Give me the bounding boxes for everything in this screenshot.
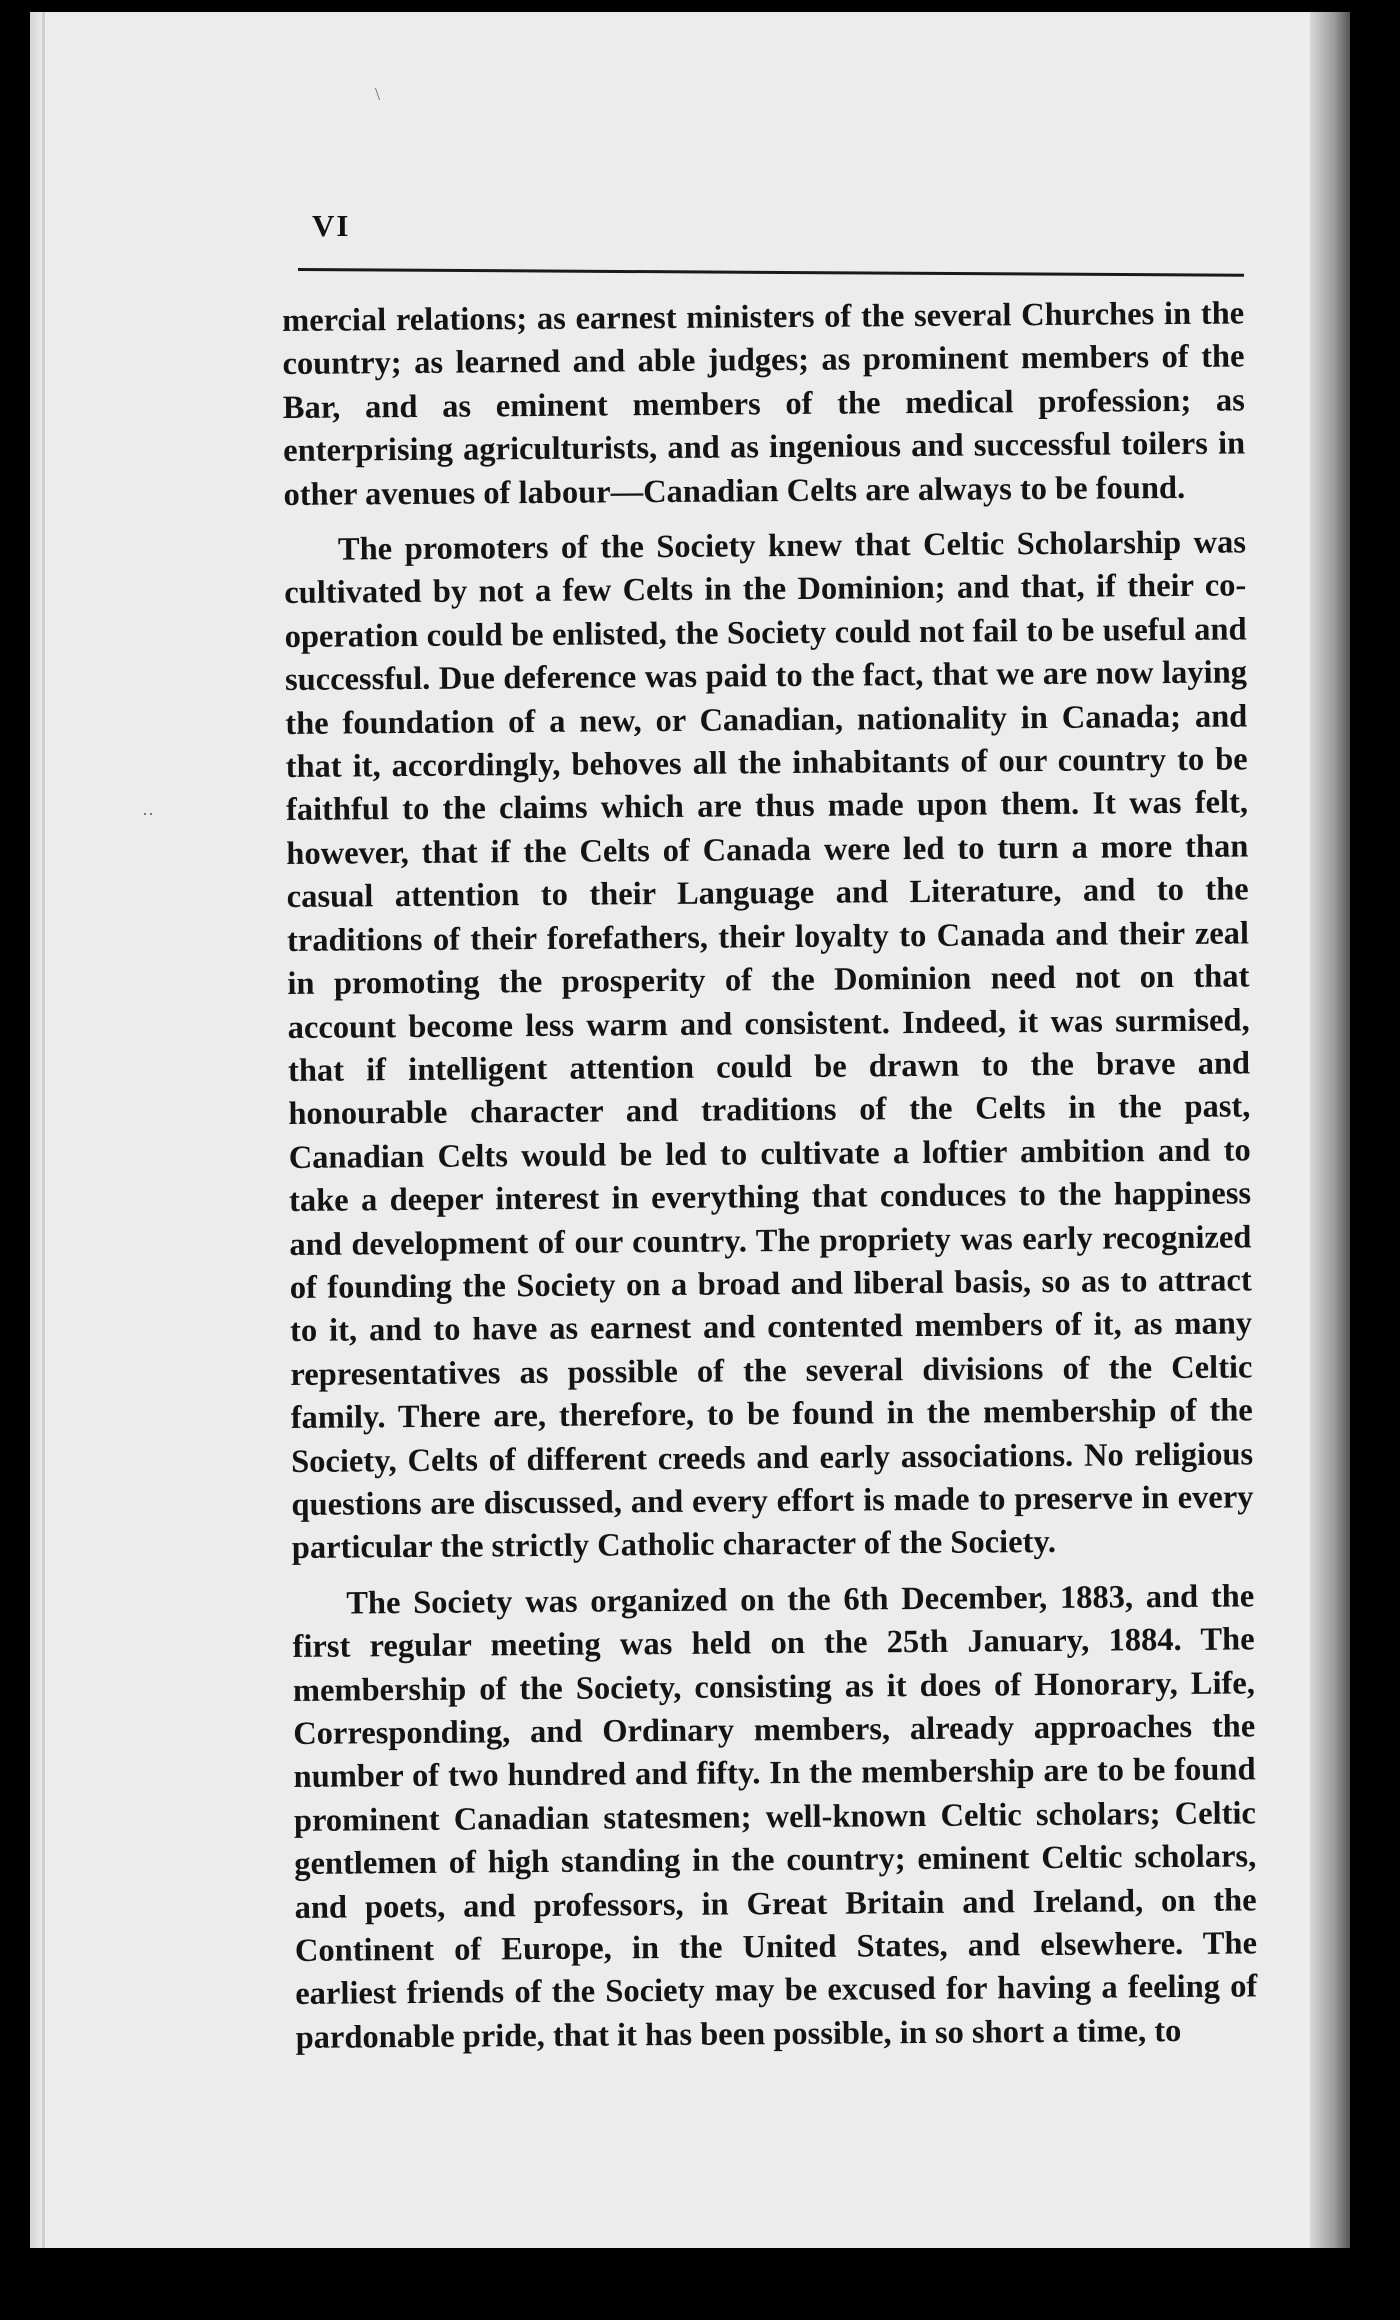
paragraph: The Society was organized on the 6th December, 1883, and the first regular meeting was held on the 25th January, 1884. The membership of the Society, consisting as it does of Honorary, Life, Corresponding, and Ordinary members, already approaches the number of two hundred and fifty. In the membership are to be found prominent Canadian statesmen; well-known Celtic scholars; Celtic gentlemen of high standing in the country; eminent Celtic scholars, and poets, and professors, in Great Britain and Ireland, on the Continent of Europe, in the United States, and elsewhere. The earliest friends of the Society may be excused for having a feeling of pardonable pride, that it has been possible, in so short a time, to <box>292 1578 1258 2056</box>
page-edge-shadow <box>42 12 45 2248</box>
book-spine-shadow <box>1310 12 1350 2248</box>
paper-speck: \ <box>375 84 381 104</box>
paragraph: The promoters of the Society knew that Celtic Scholarship was cultivated by not a few Celts in the Dominion; and that, if their co-operation could be enlisted, the Society could not fail to be useful and successful. Due deference was paid to the fact, that we are now laying the foundation of a new, or Canadian, nationality in Canada; and that it, accordingly, behoves all the inhabitants of our country to be faithful to the claims which are thus made upon them. It was felt, however, that if the Celts of Canada were led to turn a more than casual attention to their Language and Literature, and to the traditions of their forefathers, their loyalty to Canada and their zeal in promoting the prosperity of the Dominion need not on that account become less warm and consistent. Indeed, it was surmised, that if intelligent attention could be drawn to the brave and honourable character and traditions of the Celts in the past, Canadian Celts would be led to cultivate a loftier ambition and to take a deeper interest in everything that conduces to the happiness and development of our country. The propriety was early recognized of founding the Society on a broad and liberal basis, so as to attract to it, and to have as earnest and contented members of it, as many representatives as possible of the several divisions of the Celtic family. There are, therefore, to be found in the membership of the Society, Celts of different creeds and early associations. No religious questions are discussed, and every effort is made to preserve in every particular the strictly Catholic character of the Society. <box>284 524 1254 1567</box>
paper-speck: ·· <box>142 804 154 824</box>
body-text <box>282 292 1258 2060</box>
page-number: VI <box>312 208 351 243</box>
paragraph: mercial relations; as earnest ministers of the several Churches in the country; as learned and able judges; as prominent members of the Bar, and as eminent members of the medical profession; as enterprising agriculturists, and as ingenious and successful toilers in other avenues of labour—Canadian Celts are always to be found. <box>282 295 1246 513</box>
